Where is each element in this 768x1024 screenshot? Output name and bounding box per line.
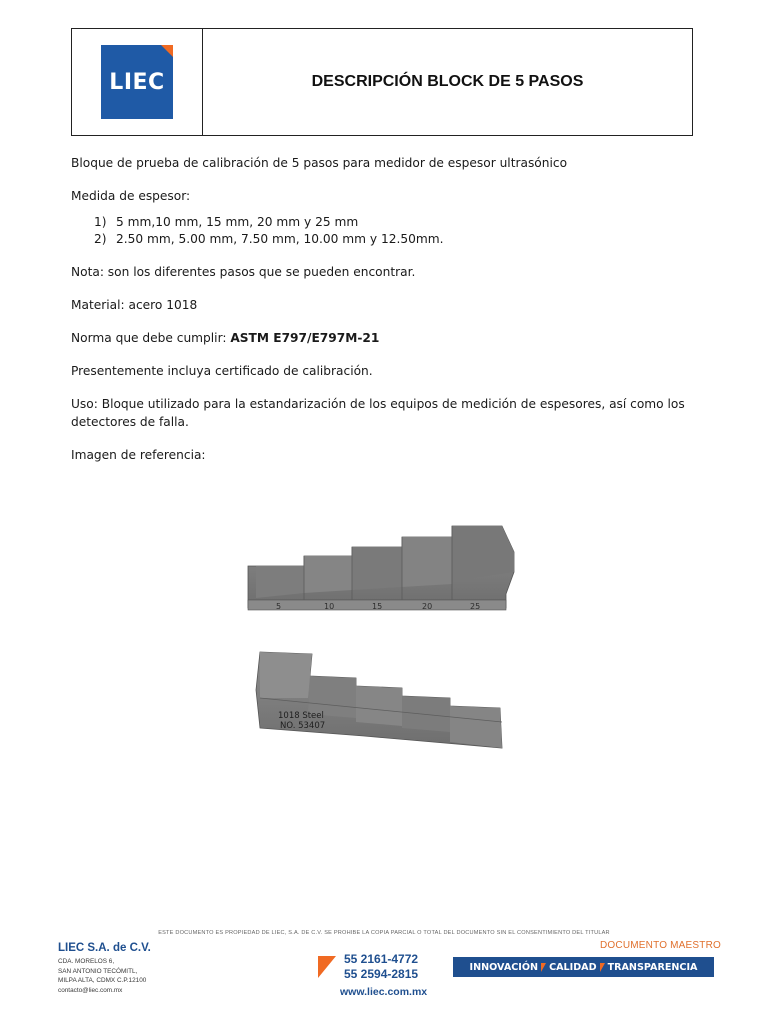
document-title: DESCRIPCIÓN BLOCK DE 5 PASOS — [311, 73, 584, 90]
footer-disclaimer: ESTE DOCUMENTO ES PROPIEDAD DE LIEC, S.A. DE C.V. SE PROHIBE LA COPIA PARCIAL O TOTAL DEL DOCUMENTO SIN EL CONSENTIMIENTO DEL TITULAR — [158, 930, 610, 936]
bottom-step-block — [256, 652, 502, 748]
top-step-block — [248, 526, 514, 611]
norm-label: Norma que debe cumplir: — [71, 331, 231, 345]
list-item-number: 1) — [94, 215, 107, 229]
reference-image — [238, 490, 530, 790]
block-material-label: 1018 Steel — [278, 711, 324, 721]
usage-paragraph: Uso: Bloque utilizado para la estandarización de los equipos de medición de espesores, así como los detectores de falla. — [71, 397, 685, 429]
phone-number: 55 2594-2815 — [344, 967, 419, 981]
thickness-label: Medida de espesor: — [71, 189, 191, 203]
phone-number: 55 2161-4772 — [344, 952, 419, 966]
logo-text: LIEC — [109, 69, 165, 95]
list-item — [94, 231, 696, 248]
address-line: SAN ANTONIO TECÓMITL, — [58, 967, 138, 975]
list-item-text: 2.50 mm, 5.00 mm, 7.50 mm, 10.00 mm y 12.50mm. — [116, 232, 444, 246]
logo-corner-accent — [161, 45, 173, 57]
note-paragraph: Nota: son los diferentes pasos que se pueden encontrar. — [71, 265, 416, 279]
step-blocks-illustration — [238, 490, 530, 790]
certificate-paragraph: Presentemente incluya certificado de calibración. — [71, 364, 373, 378]
address-line: MILPA ALTA, CDMX C.P.12100 — [58, 977, 147, 985]
liec-logo — [101, 45, 173, 119]
contact-email: contacto@liec.com.mx — [58, 986, 123, 994]
phone-block — [318, 952, 448, 982]
step-label: 15 — [372, 602, 383, 611]
step-label: 10 — [324, 602, 335, 611]
phone-accent-icon — [318, 956, 336, 978]
header-table — [71, 28, 693, 136]
thickness-list — [71, 214, 696, 248]
separator-icon — [541, 963, 546, 972]
values-banner — [453, 957, 714, 977]
document-master-label: DOCUMENTO MAESTRO — [600, 940, 721, 951]
reference-label: Imagen de referencia: — [71, 448, 206, 462]
step-label: 5 — [276, 602, 282, 611]
value-item: CALIDAD — [549, 961, 597, 973]
material-paragraph: Material: acero 1018 — [71, 298, 198, 312]
document-body — [71, 154, 696, 479]
value-item: TRANSPARENCIA — [607, 961, 698, 973]
website-link[interactable]: www.liec.com.mx — [340, 986, 428, 998]
value-item: INNOVACIÓN — [469, 961, 539, 973]
norm-value: ASTM E797/E797M-21 — [230, 331, 380, 345]
step-label: 25 — [470, 602, 481, 611]
address-line: CDA. MORELOS 6, — [58, 958, 115, 965]
company-name: LIEC S.A. de C.V. — [58, 942, 151, 954]
list-item-number: 2) — [94, 232, 107, 246]
separator-icon — [600, 963, 605, 972]
company-info — [58, 942, 238, 995]
norm-paragraph — [71, 329, 696, 347]
logo-cell — [72, 29, 203, 135]
list-item — [94, 214, 696, 231]
intro-paragraph: Bloque de prueba de calibración de 5 pasos para medidor de espesor ultrasónico — [71, 156, 568, 170]
block-serial-label: NO. 53407 — [280, 721, 326, 731]
step-label: 20 — [422, 602, 433, 611]
list-item-text: 5 mm,10 mm, 15 mm, 20 mm y 25 mm — [116, 215, 359, 229]
